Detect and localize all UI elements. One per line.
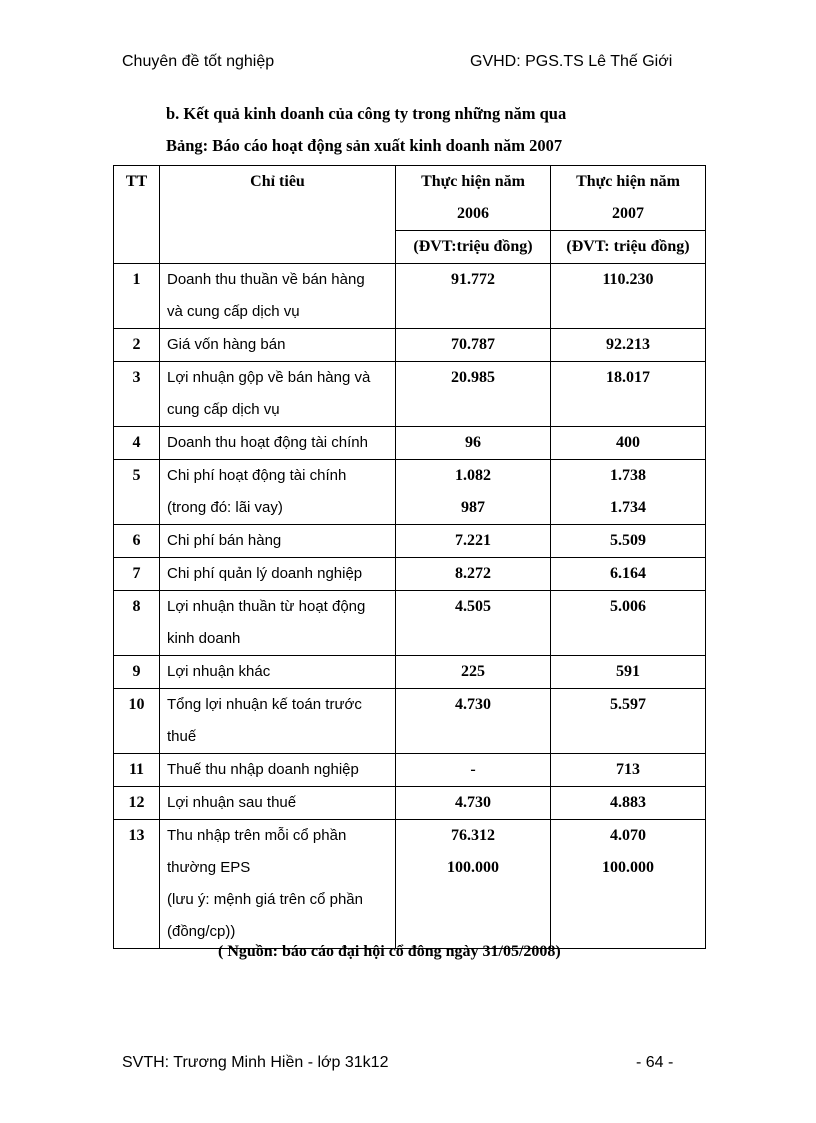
- value-2006: [396, 591, 551, 656]
- row-number: 4: [114, 427, 160, 460]
- value-2007-line: 713: [616, 761, 640, 778]
- value-2007-line: 5.597: [610, 696, 646, 713]
- section-heading: b. Kết quả kinh doanh của công ty trong những năm qua: [166, 104, 567, 123]
- row-number: 6: [114, 525, 160, 558]
- value-2006: [396, 460, 551, 525]
- indicator-name: [160, 329, 396, 362]
- value-2006: [396, 362, 551, 427]
- indicator-name-line: (lưu ý: mệnh giá trên cổ phần: [167, 891, 363, 908]
- value-2006-line: 225: [461, 663, 485, 680]
- indicator-name-line: Lợi nhuận sau thuế: [167, 794, 297, 811]
- table-row: [114, 787, 706, 820]
- row-number: 5: [114, 460, 160, 525]
- table-row: [114, 689, 706, 754]
- row-number: 10: [114, 689, 160, 754]
- value-2007-line: 400: [616, 434, 640, 451]
- indicator-name-line: Lợi nhuận thuần từ hoạt động: [167, 598, 366, 615]
- table-header-row: [114, 166, 706, 264]
- value-2006-line: 7.221: [455, 532, 491, 549]
- indicator-name-line: Chi phí hoạt động tài chính: [167, 467, 347, 484]
- value-2006: [396, 264, 551, 329]
- value-2007-line: 1.738: [610, 467, 646, 484]
- indicator-name: [160, 754, 396, 787]
- table-row: [114, 329, 706, 362]
- value-2007-line: 100.000: [602, 859, 654, 876]
- value-2006-line: 4.505: [455, 598, 491, 615]
- page-header-left: Chuyên đề tốt nghiệp: [122, 53, 275, 70]
- table-row: [114, 656, 706, 689]
- value-2007-line: 5.006: [610, 598, 646, 615]
- value-2007: [551, 820, 706, 949]
- table-row: [114, 362, 706, 427]
- value-2006-line: 20.985: [451, 369, 495, 386]
- value-2006: [396, 558, 551, 591]
- table-row: [114, 558, 706, 591]
- indicator-name-line: Doanh thu hoạt động tài chính: [167, 434, 368, 451]
- row-number: 3: [114, 362, 160, 427]
- header-2006-line2: 2006: [457, 205, 489, 222]
- row-number: 13: [114, 820, 160, 949]
- row-number: 11: [114, 754, 160, 787]
- value-2007: [551, 329, 706, 362]
- indicator-name-line: cung cấp dịch vụ: [167, 401, 280, 418]
- table-row: [114, 820, 706, 949]
- indicator-name-line: (đồng/cp)): [167, 923, 236, 940]
- value-2006-line: 1.082: [455, 467, 491, 484]
- value-2006-line: 4.730: [455, 696, 491, 713]
- value-2007: [551, 362, 706, 427]
- value-2007: [551, 427, 706, 460]
- table-row: [114, 754, 706, 787]
- indicator-name-line: Chi phí bán hàng: [167, 532, 282, 549]
- indicator-name: [160, 558, 396, 591]
- table-body: [114, 264, 706, 949]
- value-2007-line: 110.230: [602, 271, 654, 288]
- row-number: 12: [114, 787, 160, 820]
- table-row: [114, 591, 706, 656]
- value-2006: [396, 525, 551, 558]
- value-2006-line: 70.787: [451, 336, 495, 353]
- value-2007-line: 5.509: [610, 532, 646, 549]
- value-2007-line: 4.883: [610, 794, 646, 811]
- table-row: [114, 525, 706, 558]
- value-2006-line: 987: [461, 499, 485, 516]
- indicator-name: [160, 460, 396, 525]
- header-2007-line1: Thực hiện năm: [576, 173, 680, 190]
- page-header-right: GVHD: PGS.TS Lê Thế Giới: [470, 53, 673, 70]
- value-2006-line: 96: [465, 434, 481, 451]
- table-caption: Bảng: Báo cáo hoạt động sản xuất kinh doanh năm 2007: [166, 136, 563, 155]
- value-2007-line: 591: [616, 663, 640, 680]
- indicator-name: [160, 525, 396, 558]
- indicator-name: [160, 656, 396, 689]
- indicator-name: [160, 787, 396, 820]
- indicator-name-line: Giá vốn hàng bán: [167, 336, 286, 353]
- value-2006-line: 100.000: [447, 859, 499, 876]
- value-2006: [396, 656, 551, 689]
- header-2006: [396, 166, 551, 264]
- page-number: - 64 -: [636, 1054, 674, 1071]
- indicator-name-line: Thu nhập trên mỗi cổ phần: [167, 827, 347, 844]
- indicator-name: [160, 591, 396, 656]
- row-number: 9: [114, 656, 160, 689]
- indicator-name: [160, 427, 396, 460]
- value-2007: [551, 754, 706, 787]
- row-number: 8: [114, 591, 160, 656]
- indicator-name-line: Doanh thu thuần về bán hàng: [167, 271, 365, 288]
- indicator-name: [160, 689, 396, 754]
- value-2006: [396, 754, 551, 787]
- value-2006: [396, 329, 551, 362]
- header-2007: [551, 166, 706, 264]
- value-2007: [551, 689, 706, 754]
- indicator-name-line: Lợi nhuận gộp về bán hàng và: [167, 369, 371, 386]
- value-2007: [551, 591, 706, 656]
- row-number: 7: [114, 558, 160, 591]
- indicator-name: [160, 362, 396, 427]
- indicator-name-line: (trong đó: lãi vay): [167, 499, 283, 516]
- value-2006-line: 4.730: [455, 794, 491, 811]
- value-2007-line: 18.017: [606, 369, 650, 386]
- value-2007-line: 1.734: [610, 499, 646, 516]
- value-2007: [551, 460, 706, 525]
- value-2006-line: 8.272: [455, 565, 491, 582]
- value-2007: [551, 787, 706, 820]
- value-2007: [551, 264, 706, 329]
- value-2006-line: 76.312: [451, 827, 495, 844]
- value-2007-line: 6.164: [610, 565, 646, 582]
- value-2006-line: -: [470, 761, 476, 778]
- header-2006-line1: Thực hiện năm: [421, 173, 525, 190]
- header-name: Chỉ tiêu: [160, 166, 396, 264]
- indicator-name-line: Thuế thu nhập doanh nghiệp: [167, 761, 359, 778]
- value-2006-line: 91.772: [451, 271, 495, 288]
- indicator-name-line: thuế: [167, 728, 197, 745]
- value-2006: [396, 427, 551, 460]
- value-2006: [396, 787, 551, 820]
- indicator-name: [160, 820, 396, 949]
- indicator-name: [160, 264, 396, 329]
- indicator-name-line: thường EPS: [167, 859, 251, 876]
- table-row: [114, 264, 706, 329]
- header-tt: TT: [114, 166, 160, 264]
- value-2006: [396, 820, 551, 949]
- value-2007: [551, 525, 706, 558]
- header-2006-unit: (ĐVT:triệu đồng): [396, 230, 550, 263]
- row-number: 2: [114, 329, 160, 362]
- value-2007-line: 92.213: [606, 336, 650, 353]
- row-number: 1: [114, 264, 160, 329]
- value-2006: [396, 689, 551, 754]
- table-row: [114, 427, 706, 460]
- header-2007-unit: (ĐVT: triệu đồng): [551, 230, 705, 263]
- value-2007: [551, 656, 706, 689]
- page-footer-left: SVTH: Trương Minh Hiền - lớp 31k12: [122, 1054, 389, 1071]
- indicator-name-line: kinh doanh: [167, 630, 241, 647]
- value-2007: [551, 558, 706, 591]
- indicator-name-line: Tổng lợi nhuận kế toán trước: [167, 696, 362, 713]
- table-row: [114, 460, 706, 525]
- business-results-table: [113, 165, 706, 949]
- indicator-name-line: Lợi nhuận khác: [167, 663, 271, 680]
- indicator-name-line: Chi phí quản lý doanh nghiệp: [167, 565, 363, 582]
- header-2007-line2: 2007: [612, 205, 644, 222]
- value-2007-line: 4.070: [610, 827, 646, 844]
- source-note: ( Nguồn: báo cáo đại hội cổ đông ngày 31/05/2008): [218, 943, 561, 960]
- indicator-name-line: và cung cấp dịch vụ: [167, 303, 300, 320]
